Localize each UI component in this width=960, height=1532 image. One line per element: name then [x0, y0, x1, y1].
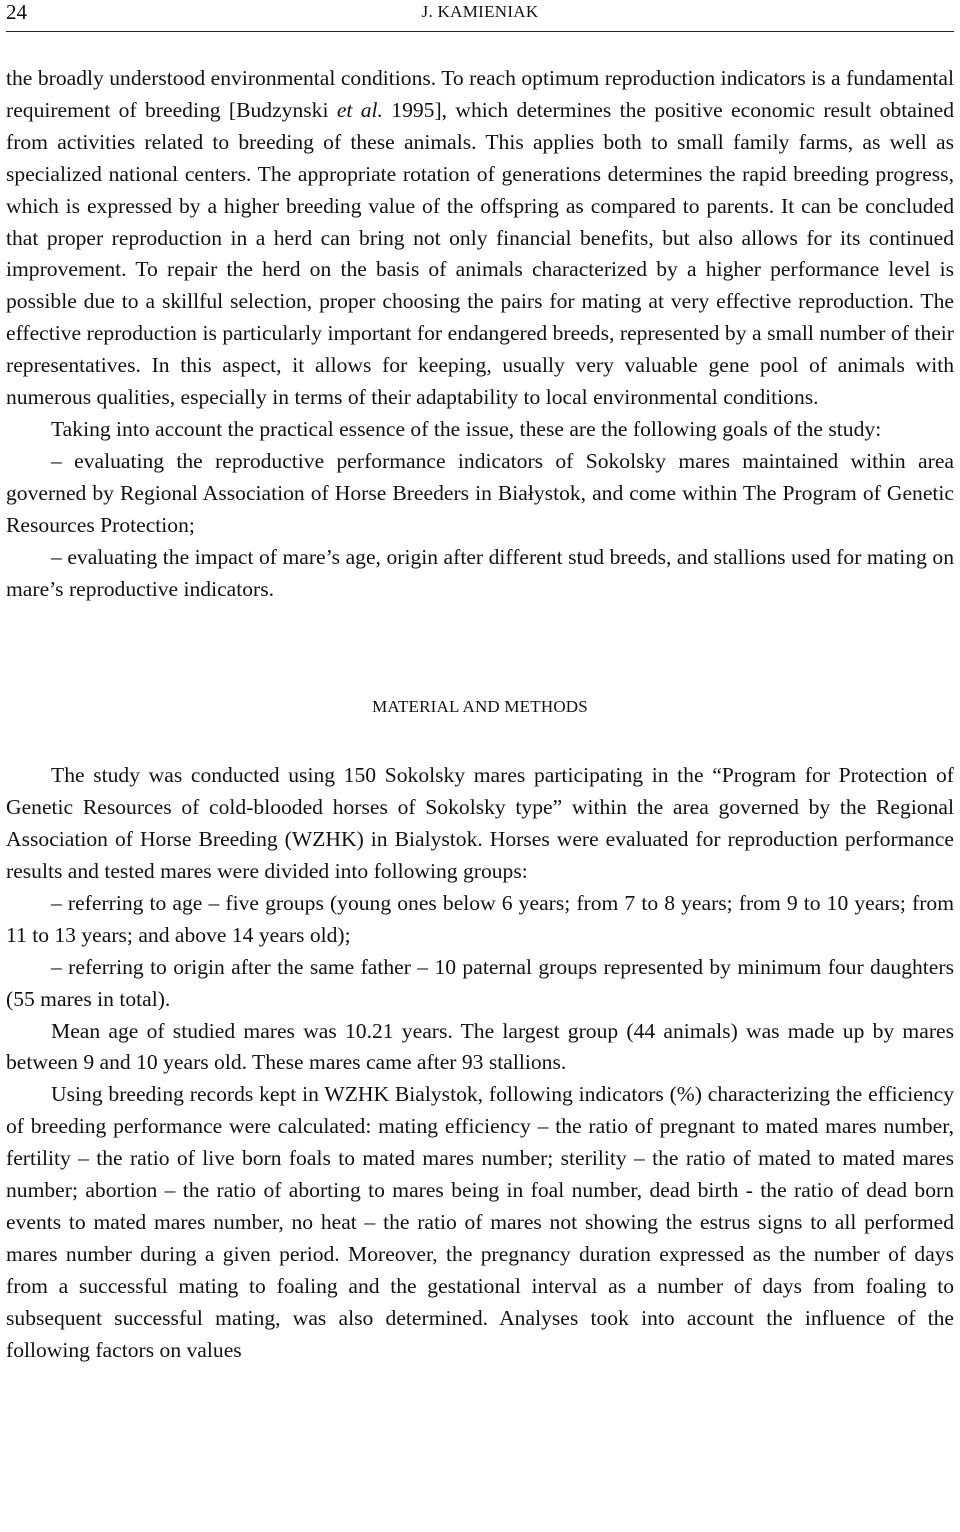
goal-item-2: – evaluating the impact of mare’s age, origin after different stud breeds, and stallions used for mating on mare’s reproductive indicators. [6, 544, 954, 601]
intro-text-b: 1995], which determines the positive economic result obtained from activities related to breeding of these animals. This applies both to small family farms, as well as specialized national centers. The appropriate rotation of generations determines the rapid breeding progress, which is expressed by a higher breeding value of the offspring as compared to parents. It can be concluded that proper reproduction in a herd can bring not only financial benefits, but also allows for its continued improvement. To repair the herd on the basis of animals characterized by a higher performance level is possible due to a skillful selection, proper choosing the pairs for mating at very effective reproduction. The effective reproduction is particularly important for endangered breeds, represented by a small number of their representatives. In this aspect, it allows for keeping, usually very valuable gene pool of animals with numerous qualities, especially in terms of their adaptability to local environmental conditions. [6, 97, 955, 410]
intro-paragraph [6, 63, 954, 414]
methods-paragraph-2: Mean age of studied mares was 10.21 years. The largest group (44 animals) was made up by mares between 9 and 10 years old. These mares came after 93 stallions. [6, 1018, 954, 1075]
running-head: J. KAMIENIAK [421, 2, 539, 21]
header-rule [6, 31, 954, 32]
page-header [6, 0, 954, 30]
goal-item-1: – evaluating the reproductive performance indicators of Sokolsky mares maintained within area governed by Regional Association of Horse Breeders in Białystok, and come within The Program of Genetic Resources Protection; [6, 448, 954, 537]
methods-paragraph-1: The study was conducted using 150 Sokolsky mares participating in the “Program for Protection of Genetic Resources of cold-blooded horses of Sokolsky type” within the area governed by the Regional Association of Horse Breeding (WZHK) in Bialystok. Horses were evaluated for reproduction performance results and tested mares were divided into following groups: [6, 763, 954, 884]
page-body [6, 63, 954, 1367]
goals-intro-paragraph: Taking into account the practical essence of the issue, these are the following goals of the study: [51, 416, 882, 441]
intro-text-a: the broadly understood environmental conditions. To reach optimum reproduction indicators is a fundamental requirement of breeding [Budzynski [6, 66, 954, 122]
section-heading: MATERIAL AND METHODS [372, 697, 588, 717]
group-item-2: – referring to origin after the same father – 10 paternal groups represented by minimum four daughters (55 mares in total). [6, 954, 954, 1011]
page-number: 24 [6, 0, 27, 24]
group-item-1: – referring to age – five groups (young ones below 6 years; from 7 to 8 years; from 9 to 10 years; from 11 to 13 years; and above 14 years old); [6, 890, 954, 947]
et-al: et al. [336, 97, 383, 122]
methods-paragraph-3: Using breeding records kept in WZHK Bialystok, following indicators (%) characterizing the efficiency of breeding performance were calculated: mating efficiency – the ratio of pregnant to mated mares number, fertility – the ratio of live born foals to mated mares number; sterility – the ratio of mated to mated mares number; abortion – the ratio of aborting to mares being in foal number, dead birth - the ratio of dead born events to mated mares number, no heat – the ratio of mares not showing the estrus signs to all performed mares number during a given period. Moreover, the pregnancy duration expressed as the number of days from a successful mating to foaling and the gestational interval as a number of days from foaling to subsequent successful mating, was also determined. Analyses took into account the influence of the following factors on values [6, 1082, 954, 1362]
